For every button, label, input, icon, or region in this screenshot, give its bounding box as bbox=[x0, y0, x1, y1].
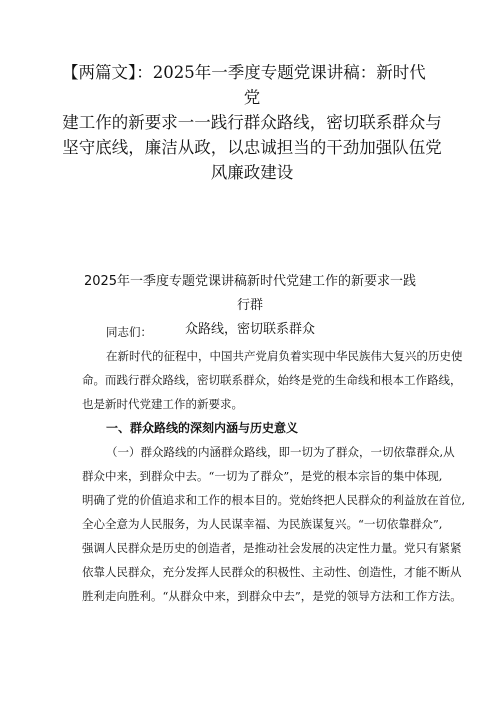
cover-title-line: 建工作的新要求一一践行群众路线，密切联系群众与 bbox=[62, 113, 442, 132]
paragraph-line: 全心全意为人民服务，为人民谋幸福、为民族谋复兴。“一切依靠群众”, bbox=[82, 517, 443, 531]
salutation: 同志们： bbox=[106, 325, 152, 339]
paragraph-line: 群众中来，到群众中去。“一切为了群众”，是党的根本宗旨的集中体现, bbox=[82, 469, 443, 483]
paragraph-line: 明确了党的价值追求和工作的根本目的。党始终把人民群众的利益放在首位, bbox=[82, 493, 466, 507]
section-title-line: 2025年一季度专题党课讲稿新时代党建工作的新要求一践行群 bbox=[83, 274, 417, 313]
cover-title bbox=[62, 60, 442, 185]
intro-line: 在新时代的征程中，中国共产党肩负着实现中华民族伟大复兴的历史使 bbox=[106, 349, 463, 363]
section-body bbox=[82, 320, 466, 608]
cover-title-line: 坚守底线，廉洁从政，以忠诚担当的干劲加强队伍党 bbox=[62, 138, 442, 157]
paragraph-line: 依靠人民群众，充分发挥人民群众的积极性、主动性、创造性，才能不断从 bbox=[82, 565, 462, 579]
intro-line: 命。而践行群众路线，密切联系群众，始终是党的生命线和根本工作路线， bbox=[82, 373, 462, 387]
intro-paragraph bbox=[82, 344, 463, 416]
paragraph-line: 胜利走向胜利。“从群众中来，到群众中去”，是党的领导方法和工作方法。 bbox=[82, 589, 462, 603]
section-title-line: 众路线，密切联系群众 bbox=[184, 322, 315, 337]
cover-title-line: 【两篇文】：2025年一季度专题党课讲稿：新时代党 bbox=[62, 63, 426, 107]
paragraph-1 bbox=[82, 440, 466, 608]
paragraph-line: 强调人民群众是历史的创造者，是推动社会发展的决定性力量。党只有紧紧 bbox=[82, 541, 462, 555]
paragraph-line: （一）群众路线的内涵群众路线，即一切为了群众，一切依靠群众,从 bbox=[106, 445, 455, 459]
cover-title-line: 风廉政建设 bbox=[210, 163, 294, 182]
intro-line: 也是新时代党建工作的新要求。 bbox=[82, 397, 243, 411]
heading-1: 一、群众路线的深刻内涵与历史意义 bbox=[106, 421, 299, 435]
